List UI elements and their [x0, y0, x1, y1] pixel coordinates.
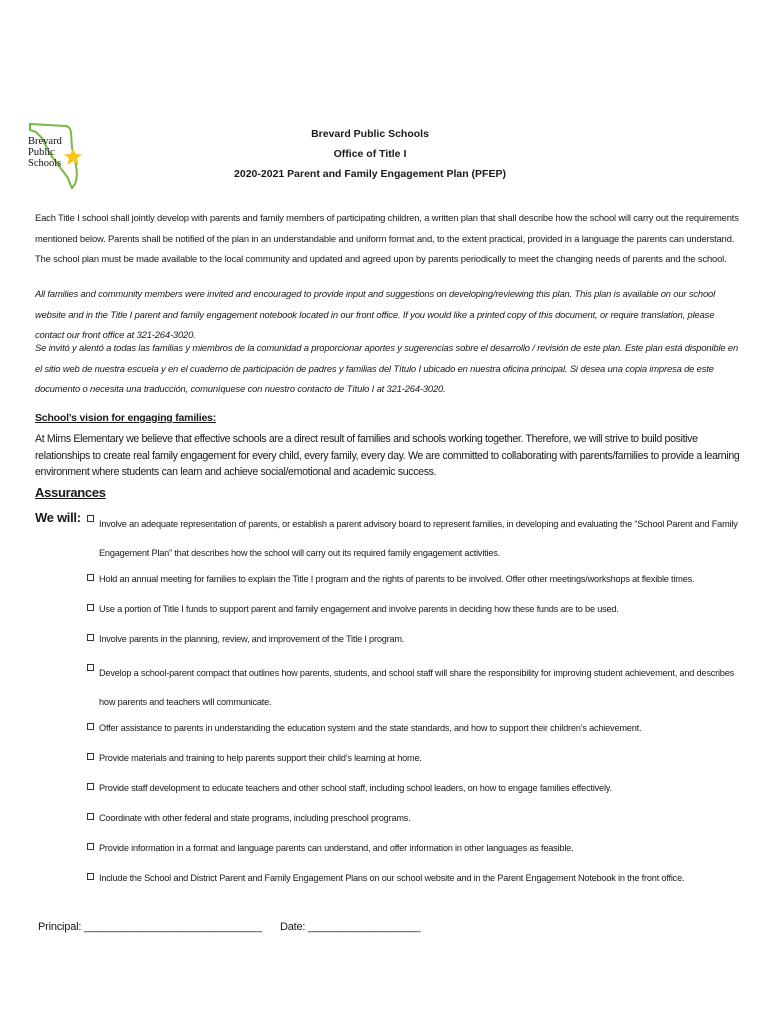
assurance-item: [87, 718, 742, 738]
logo-wordmark: [28, 136, 62, 169]
assurance-text: Provide staff development to educate teachers and other school staff, including school leaders, on how to engage families effectively.: [99, 783, 612, 793]
logo-line-3: Schools: [28, 158, 62, 169]
assurance-item: [87, 569, 742, 589]
assurance-text: Involve parents in the planning, review, and improvement of the Title I program.: [99, 634, 405, 644]
assurance-item: [87, 838, 742, 858]
logo-line-1: Brevard: [28, 136, 62, 147]
assurance-text: Coordinate with other federal and state programs, including preschool programs.: [99, 813, 411, 823]
vision-body: At Mims Elementary we believe that effective schools are a direct result of families and schools working together. Therefore, we will strive to build positive relationships to create real family engagement for every child, every family, every day. We are committed to collaborating with parents/families to provide a learning environment where students can learn and achieve social/emotional and academic success.: [35, 433, 740, 478]
assurance-item: [87, 868, 742, 888]
checkbox-icon[interactable]: [87, 664, 94, 671]
plan-title: 2020-2021 Parent and Family Engagement Plan (PFEP): [234, 168, 506, 180]
assurance-item: [87, 778, 742, 798]
district-name: Brevard Public Schools: [311, 128, 429, 140]
assurance-text: Provide information in a format and language parents can understand, and offer information in other languages as feasible.: [99, 843, 574, 853]
assurance-item: [87, 748, 742, 768]
assurance-item: [87, 659, 742, 717]
assurance-text: Use a portion of Title I funds to support parent and family engagement and involve parents in deciding how these funds are to be used.: [99, 604, 619, 614]
office-name: Office of Title I: [333, 148, 407, 160]
intro-paragraph: Each Title I school shall jointly develop with parents and family members of participating children, a written plan that shall describe how the school will carry out the requirements mentioned below. Parents shall be notified of the plan in an understandable and uniform format and, to the extent practical, provided in a language the parents can understand. The school plan must be made available to the local community and updated and agreed upon by parents periodically to meet the changing needs of parents and the school.: [35, 212, 739, 264]
we-will-label: We will:: [35, 510, 81, 525]
assurance-item: [87, 510, 742, 568]
assurance-text: Develop a school-parent compact that outlines how parents, students, and school staff will share the responsibility for improving student achievement, and describes how parents and teachers will communicate.: [99, 668, 735, 707]
assurance-text: Include the School and District Parent and Family Engagement Plans on our school website and in the Parent Engagement Notebook in the front office.: [99, 873, 685, 883]
principal-signature-line[interactable]: Principal: ______________________________: [38, 921, 262, 933]
assurances-heading: Assurances: [35, 485, 106, 500]
assurance-item: [87, 599, 742, 619]
assurance-text: Hold an annual meeting for families to explain the Title I program and the rights of parents to be involved. Offer other meetings/workshops at flexible times.: [99, 574, 695, 584]
assurance-item: [87, 808, 742, 828]
assurance-item: [87, 629, 742, 649]
checkbox-icon[interactable]: [87, 634, 94, 641]
assurance-text: Provide materials and training to help parents support their child’s learning at home.: [99, 753, 422, 763]
checkbox-icon[interactable]: [87, 873, 94, 880]
checkbox-icon[interactable]: [87, 604, 94, 611]
english-notice: All families and community members were invited and encouraged to provide input and suggestions on developing/reviewing this plan. This plan is available on our school website and in the Title I parent and family engagement notebook located in our front office. If you would like a printed copy of this document, or require translation, please contact our front office at 321-264-3020.: [35, 288, 716, 340]
logo-line-2: Public: [28, 147, 55, 158]
vision-heading: School’s vision for engaging families:: [35, 412, 217, 424]
checkbox-icon[interactable]: [87, 813, 94, 820]
checkbox-icon[interactable]: [87, 723, 94, 730]
checkbox-icon[interactable]: [87, 783, 94, 790]
checkbox-icon[interactable]: [87, 753, 94, 760]
checkbox-icon[interactable]: [87, 843, 94, 850]
brevard-logo: [26, 118, 84, 190]
checkbox-icon[interactable]: [87, 515, 94, 522]
assurance-text: Offer assistance to parents in understanding the education system and the state standards, and how to support their children’s achievement.: [99, 723, 642, 733]
date-signature-line[interactable]: Date: ___________________: [280, 921, 421, 933]
spanish-notice: Se invitó y alentó a todas las familias y miembros de la comunidad a proporcionar aportes y sugerencias sobre el desarrollo / revisión de este plan. Este plan está disponible en el sitio web de nuestra escuela y en el cuaderno de participación de padres y familias del Título I ubicado en nuestra oficina principal. Si desea una copia impresa de este documento o necesita una traducción, comuníquese con nuestro contacto de Título I at 321-264-3020.: [35, 342, 739, 394]
assurance-list: [87, 510, 742, 898]
checkbox-icon[interactable]: [87, 574, 94, 581]
assurance-text: Involve an adequate representation of parents, or establish a parent advisory board to represent families, in developing and evaluating the “School Parent and Family Engagement Plan” that describes how the school will carry out its required family engagement activities.: [99, 519, 738, 558]
document-header: [200, 124, 540, 184]
